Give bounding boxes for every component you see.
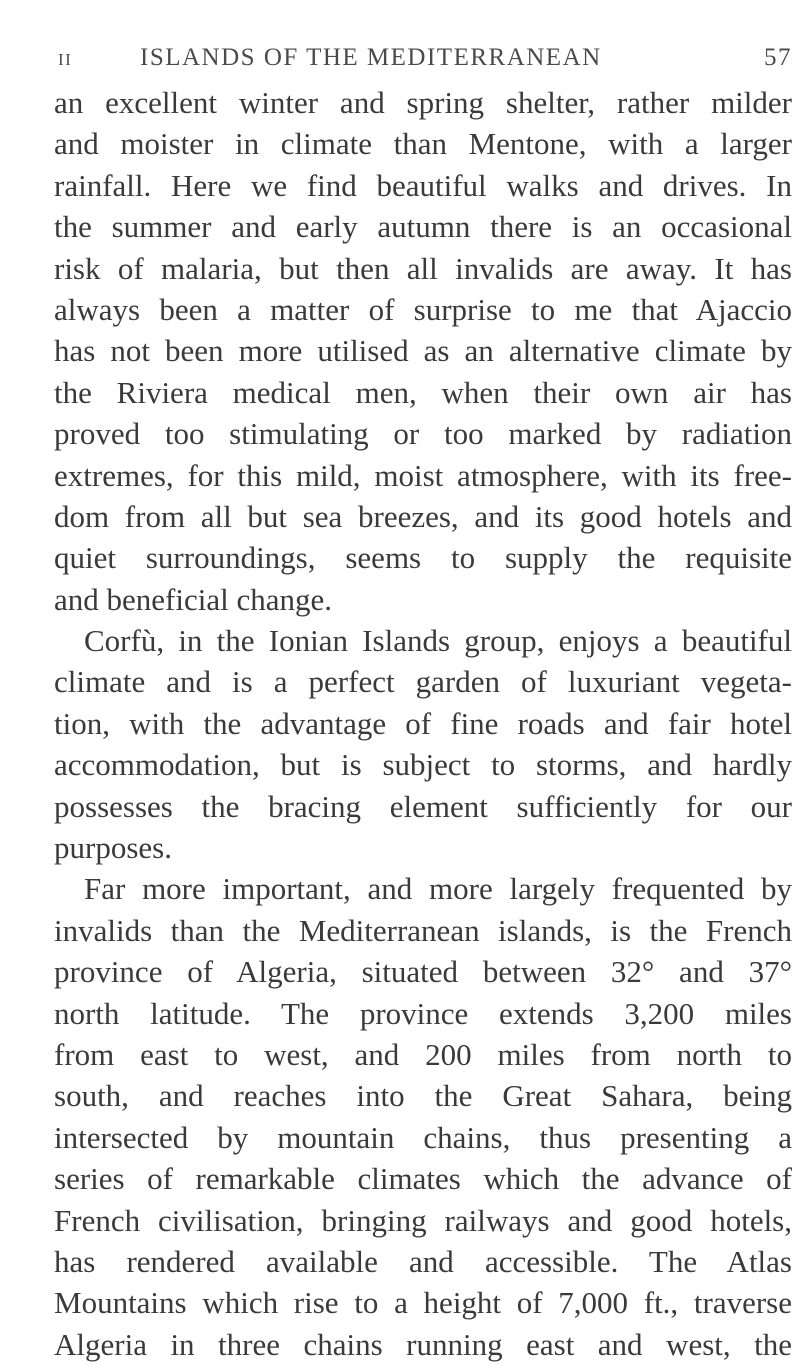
text-line: tion, with the advantage of fine roads and fair hotel [54,705,792,741]
text-line: an excellent winter and spring shelter, rather milder [54,85,792,120]
text-line: accommodation, but is subject to storms, and hardly [54,747,792,783]
text-line: quiet surroundings, seems to supply the requisite [54,540,792,576]
text-line: rainfall. Here we find beautiful walks and drives. In [54,167,792,203]
text-line: Algeria in three chains running east and west, the [54,1326,792,1362]
text-line: dom from all but sea breezes, and its good hotels and [54,498,792,534]
page-number: 57 [764,44,792,71]
text-line: series of remarkable climates which the advance of [54,1161,792,1197]
running-title: ISLANDS OF THE MEDITERRANEAN [140,44,602,71]
text-line: Mountains which rise to a height of 7,000 ft., traverse [54,1285,792,1321]
text-line: province of Algeria, situated between 32° and 37° [54,954,792,990]
text-line: always been a matter of surprise to me that Ajaccio [54,291,792,327]
text-line: has not been more utilised as an alternative climate by [54,333,792,369]
signature-mark: II [58,50,73,69]
text-line: climate and is a perfect garden of luxuriant vegeta- [54,664,792,700]
body-text [54,82,792,1365]
text-line: the Riviera medical men, when their own air has [54,374,792,410]
text-line: has rendered available and accessible. The Atlas [54,1243,792,1279]
text-line: purposes. [54,830,172,866]
text-line: Corfù, in the Ionian Islands group, enjoys a beautiful [84,623,792,659]
text-line: intersected by mountain chains, thus presenting a [54,1119,792,1155]
text-line: possesses the bracing element sufficiently for our [54,788,792,824]
text-line: the summer and early autumn there is an occasional [54,209,792,245]
text-line: Far more important, and more largely frequented by [84,871,792,907]
text-line: and beneficial change. [54,581,332,617]
text-line: invalids than the Mediterranean islands, is the French [54,912,792,948]
text-line: proved too stimulating or too marked by radiation [54,416,792,452]
text-line: south, and reaches into the Great Sahara, being [54,1078,792,1114]
text-line: north latitude. The province extends 3,200 miles [54,995,792,1031]
text-line: French civilisation, bringing railways and good hotels, [54,1202,792,1238]
text-line: from east to west, and 200 miles from north to [54,1036,792,1072]
text-line: extremes, for this mild, moist atmosphere, with its free- [54,457,792,493]
page-header [58,44,792,80]
text-line: and moister in climate than Mentone, with a larger [54,126,792,162]
text-line: risk of malaria, but then all invalids are away. It has [54,250,792,286]
